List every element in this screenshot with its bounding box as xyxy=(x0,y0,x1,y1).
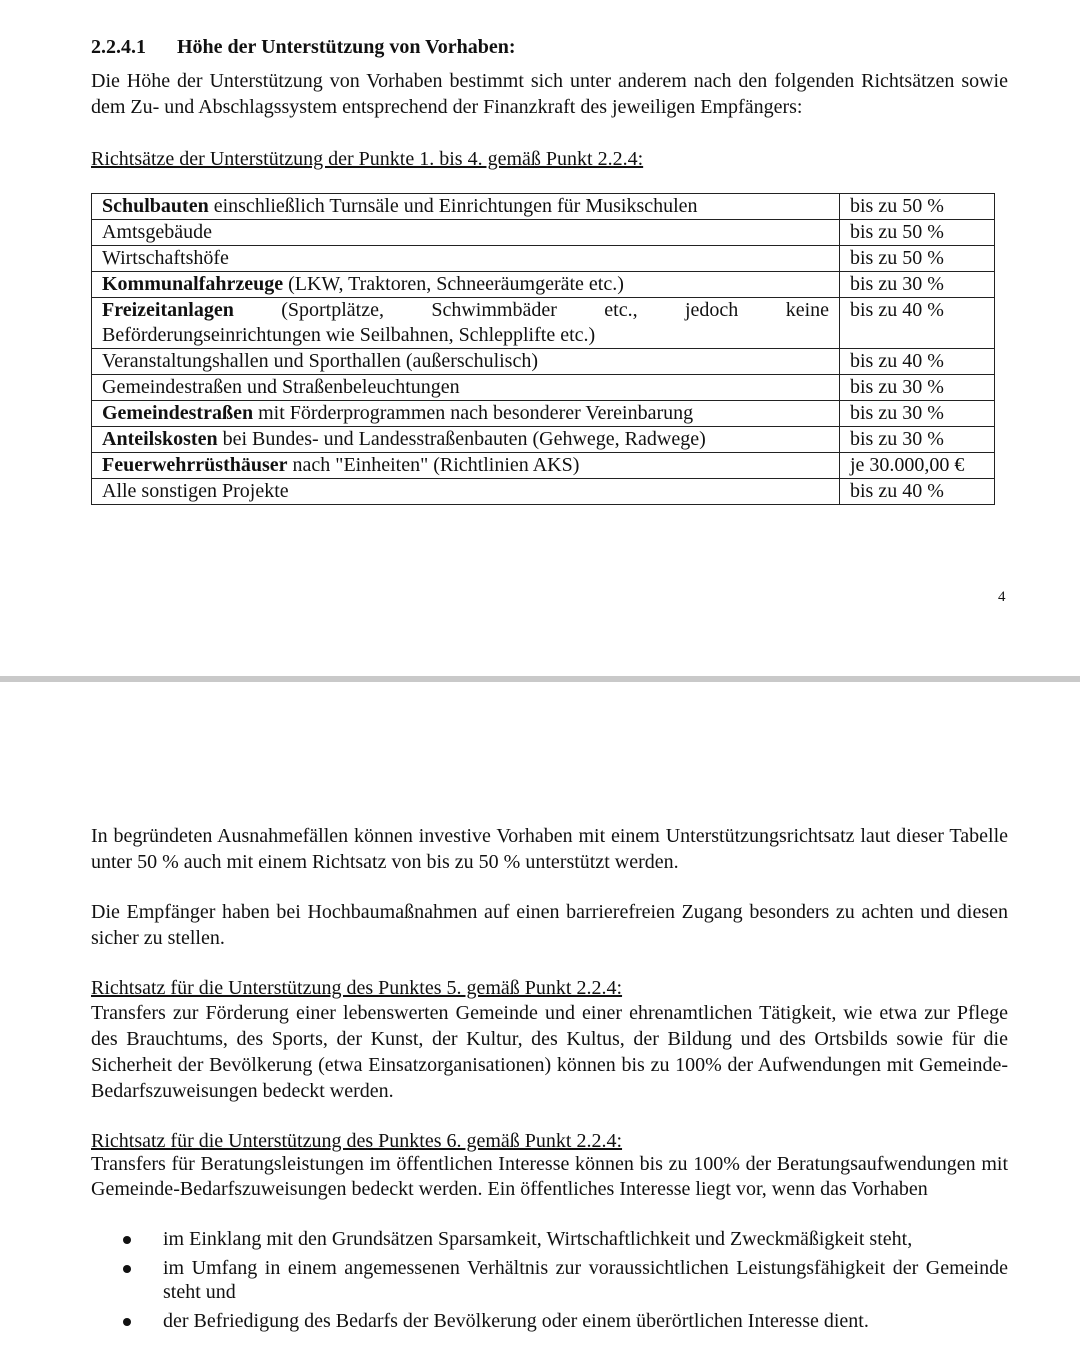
project-cell: Freizeitanlagen (Sportplätze, Schwimmbäder etc., jedoch keine Beförderungseinrichtungen wie Seilbahnen, Schlepplifte etc.) xyxy=(92,298,840,349)
list-item: der Befriedigung des Bedarfs der Bevölkerung oder einem überörtlichen Interesse dient. xyxy=(91,1309,1008,1333)
project-cell: Gemeindestraßen mit Förderprogrammen nach besonderer Vereinbarung xyxy=(92,401,840,427)
list-item: im Einklang mit den Grundsätzen Sparsamkeit, Wirtschaftlichkeit und Zweckmäßigkeit steht, xyxy=(91,1227,1008,1251)
page-number: 4 xyxy=(998,589,1006,605)
table-row xyxy=(92,246,995,272)
intro-paragraph: Die Höhe der Unterstützung von Vorhaben bestimmt sich unter anderem nach den folgenden Richtsätzen sowie dem Zu- und Abschlagssystem entsprechend der Finanzkraft des jeweiligen Empfängers: xyxy=(91,70,1008,118)
project-cell: Amtsgebäude xyxy=(92,220,840,246)
project-cell: Feuerwehrrüsthäuser nach "Einheiten" (Richtlinien AKS) xyxy=(92,453,840,479)
rate-cell: bis zu 30 % xyxy=(840,375,995,401)
rate-cell: bis zu 30 % xyxy=(840,272,995,298)
subsection-6-text: Transfers für Beratungsleistungen im öffentlichen Interesse können bis zu 100% der Beratungsaufwendungen mit Gemeinde-Bedarfszuweisungen bedeckt werden. Ein öffentliches Interesse liegt vor, wenn das Vorhaben xyxy=(91,1153,1008,1200)
rate-cell: bis zu 30 % xyxy=(840,427,995,453)
subsection-5-text: Transfers zur Förderung einer lebenswerten Gemeinde und einer ehrenamtlichen Tätigkeit, wie etwa zur Pflege des Brauchtums, des Sports, der Kunst, der Kultur, des Kultus, der Bildung und des Ortsbilds sowie für die Sicherheit der Bevölkerung (etwa Einsatzorganisationen) können bis zu 100% der Aufwendungen mit Gemeinde-Bedarfszuweisungen bedeckt werden. xyxy=(91,1002,1008,1102)
rate-cell: bis zu 40 % xyxy=(840,479,995,505)
table-row xyxy=(92,401,995,427)
rate-cell: bis zu 50 % xyxy=(840,194,995,220)
rate-cell: bis zu 40 % xyxy=(840,349,995,375)
subsection-5-heading: Richtsatz für die Unterstützung des Punktes 5. gemäß Punkt 2.2.4: xyxy=(91,977,623,999)
rate-cell: bis zu 30 % xyxy=(840,401,995,427)
bullet-icon xyxy=(123,1265,131,1273)
rate-cell: bis zu 40 % xyxy=(840,298,995,349)
rate-cell: je 30.000,00 € xyxy=(840,453,995,479)
table-row xyxy=(92,427,995,453)
rates-table xyxy=(91,193,995,505)
table-row xyxy=(92,298,995,349)
table-row xyxy=(92,194,995,220)
rate-cell: bis zu 50 % xyxy=(840,246,995,272)
table-row xyxy=(92,375,995,401)
bullet-icon xyxy=(123,1236,131,1244)
list-item: im Umfang in einem angemessenen Verhältnis zur voraussichtlichen Leistungsfähigkeit der Gemeinde steht und xyxy=(91,1256,1008,1304)
table-row xyxy=(92,479,995,505)
project-cell: Schulbauten einschließlich Turnsäle und Einrichtungen für Musikschulen xyxy=(92,194,840,220)
rate-cell: bis zu 50 % xyxy=(840,220,995,246)
document-page-2 xyxy=(0,682,1080,1349)
table-row xyxy=(92,272,995,298)
table-row xyxy=(92,349,995,375)
section-title: Höhe der Unterstützung von Vorhaben: xyxy=(177,36,516,58)
criteria-list xyxy=(91,1227,1008,1338)
project-cell: Wirtschaftshöfe xyxy=(92,246,840,272)
exception-paragraph: In begründeten Ausnahmefällen können investive Vorhaben mit einem Unterstützungsrichtsatz laut dieser Tabelle unter 50 % auch mit einem Richtsatz von bis zu 50 % unterstützt werden. xyxy=(91,825,1008,873)
project-cell: Gemeindestraßen und Straßenbeleuchtungen xyxy=(92,375,840,401)
project-cell: Alle sonstigen Projekte xyxy=(92,479,840,505)
accessibility-paragraph: Die Empfänger haben bei Hochbaumaßnahmen auf einen barrierefreien Zugang besonders zu achten und diesen sicher zu stellen. xyxy=(91,901,1008,949)
section-number: 2.2.4.1 xyxy=(91,36,146,58)
project-cell: Veranstaltungshallen und Sporthallen (außerschulisch) xyxy=(92,349,840,375)
table-caption: Richtsätze der Unterstützung der Punkte 1. bis 4. gemäß Punkt 2.2.4: xyxy=(91,148,644,170)
table-row xyxy=(92,220,995,246)
subsection-6-heading: Richtsatz für die Unterstützung des Punktes 6. gemäß Punkt 2.2.4: xyxy=(91,1130,623,1152)
table-row xyxy=(92,453,995,479)
project-cell: Anteilskosten bei Bundes- und Landesstraßenbauten (Gehwege, Radwege) xyxy=(92,427,840,453)
bullet-icon xyxy=(123,1318,131,1326)
project-cell: Kommunalfahrzeuge (LKW, Traktoren, Schneeräumgeräte etc.) xyxy=(92,272,840,298)
section-heading xyxy=(91,36,516,59)
